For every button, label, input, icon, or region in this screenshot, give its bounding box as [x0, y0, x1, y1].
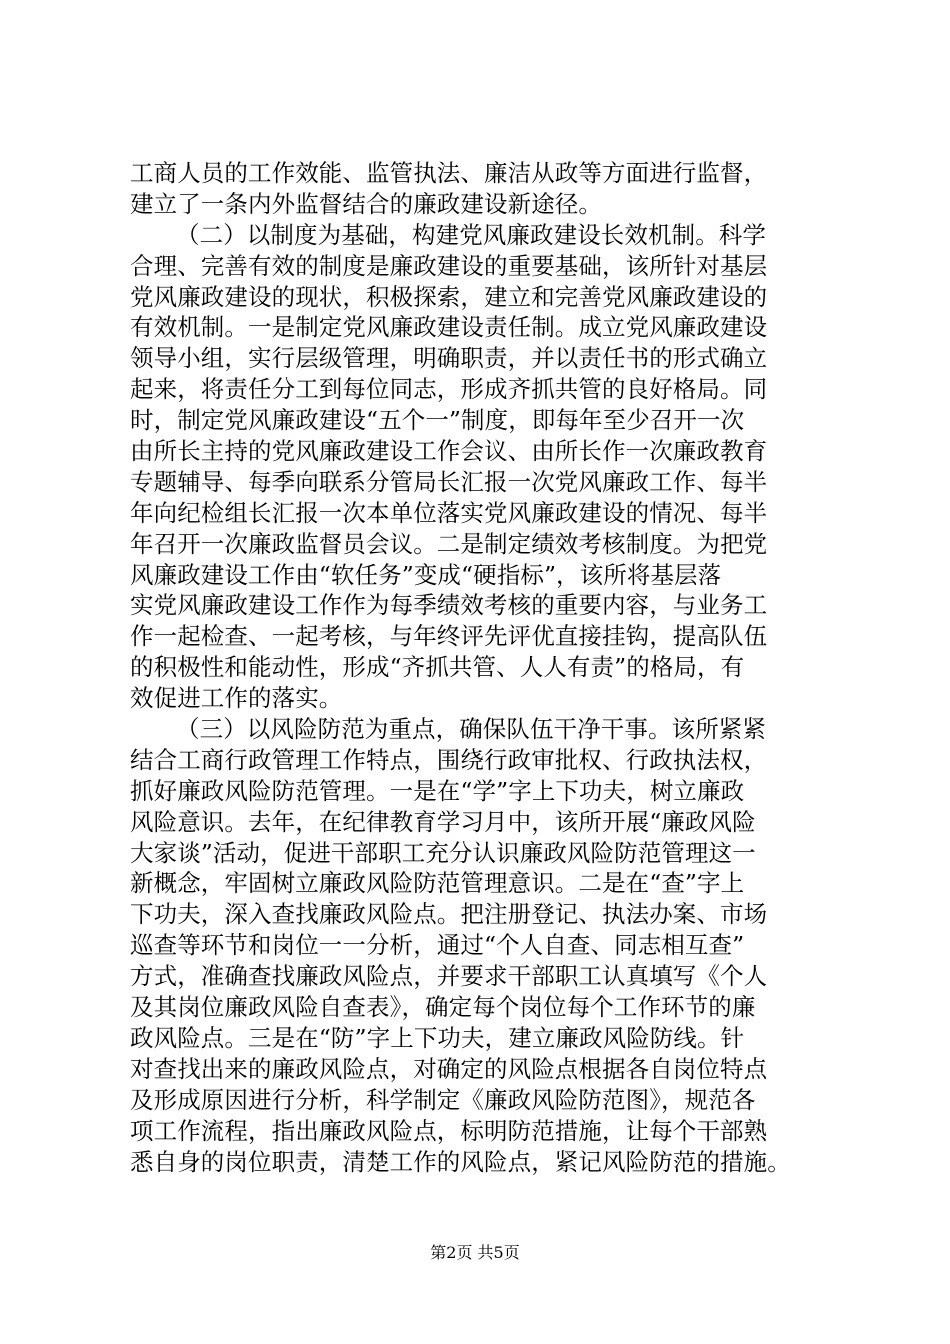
text-line: 效促进工作的落实。: [130, 684, 343, 713]
text-line: 年召开一次廉政监督员会议。二是制定绩效考核制度。为把党: [130, 529, 768, 558]
text-line: 大家谈”活动，促进干部职工充分认识廉政风险防范管理这一: [130, 838, 756, 867]
text-line: 及形成原因进行分析，科学制定《廉政风险防范图》，规范各: [130, 1085, 756, 1114]
text-line: 有效机制。一是制定党风廉政建设责任制。成立党风廉政建设: [130, 313, 768, 342]
text-line: 年向纪检组长汇报一次本单位落实党风廉政建设的情况、每半: [130, 498, 768, 527]
text-line: 抓好廉政风险防范管理。一是在“学”字上下功夫，树立廉政: [130, 776, 745, 805]
text-line: 结合工商行政管理工作特点，围绕行政审批权、行政执法权，: [130, 745, 768, 774]
text-line: 起来，将责任分工到每位同志，形成齐抓共管的良好格局。同: [130, 375, 768, 404]
text-line: 悉自身的岗位职责，清楚工作的风险点，紧记风险防范的措施。: [130, 1147, 791, 1176]
text-line: 风廉政建设工作由“软任务”变成“硬指标”，该所将基层落: [130, 560, 722, 589]
text-line: 领导小组，实行层级管理，明确职责，并以责任书的形式确立: [130, 344, 768, 373]
text-line: 专题辅导、每季向联系分管局长汇报一次党风廉政工作、每半: [130, 467, 768, 496]
text-line: 对查找出来的廉政风险点，对确定的风险点根据各自岗位特点: [130, 1054, 768, 1083]
text-line: 建立了一条内外监督结合的廉政建设新途径。: [130, 189, 602, 218]
text-line: 巡查等环节和岗位一一分析，通过“个人自查、同志相互查”: [130, 931, 745, 960]
text-line: 实党风廉政建设工作作为每季绩效考核的重要内容，与业务工: [130, 591, 768, 620]
text-line: 的积极性和能动性，形成“齐抓共管、人人有责”的格局，有: [130, 653, 745, 682]
text-line: 党风廉政建设的现状，积极探索，建立和完善党风廉政建设的: [130, 282, 768, 311]
text-line: 由所长主持的党风廉政建设工作会议、由所长作一次廉政教育: [130, 437, 768, 466]
page-number-footer: 第2页 共5页: [430, 1243, 520, 1262]
paragraph-first-line: （三）以风险防范为重点，确保队伍干净干事。该所紧紧: [176, 715, 766, 744]
text-line: 政风险点。三是在“防”字上下功夫，建立廉政风险防线。针: [130, 1023, 745, 1052]
text-line: 作一起检查、一起考核，与年终评先评优直接挂钩，提高队伍: [130, 622, 768, 651]
text-line: 时，制定党风廉政建设“五个一”制度，即每年至少召开一次: [130, 406, 745, 435]
paragraph-first-line: （二）以制度为基础，构建党风廉政建设长效机制。科学: [176, 220, 766, 249]
text-line: 方式，准确查找廉政风险点，并要求干部职工认真填写《个人: [130, 962, 768, 991]
text-line: 下功夫，深入查找廉政风险点。把注册登记、执法办案、市场: [130, 900, 768, 929]
text-line: 新概念，牢固树立廉政风险防范管理意识。二是在“查”字上: [130, 869, 745, 898]
text-line: 风险意识。去年，在纪律教育学习月中，该所开展“廉政风险: [130, 807, 756, 836]
text-line: 工商人员的工作效能、监管执法、廉洁从政等方面进行监督，: [130, 159, 768, 187]
text-line: 项工作流程，指出廉政风险点，标明防范措施，让每个干部熟: [130, 1116, 768, 1145]
text-line: 合理、完善有效的制度是廉政建设的重要基础，该所针对基层: [130, 251, 768, 280]
text-line: 及其岗位廉政风险自查表》，确定每个岗位每个工作环节的廉: [130, 993, 756, 1022]
document-body: [130, 158, 830, 1177]
